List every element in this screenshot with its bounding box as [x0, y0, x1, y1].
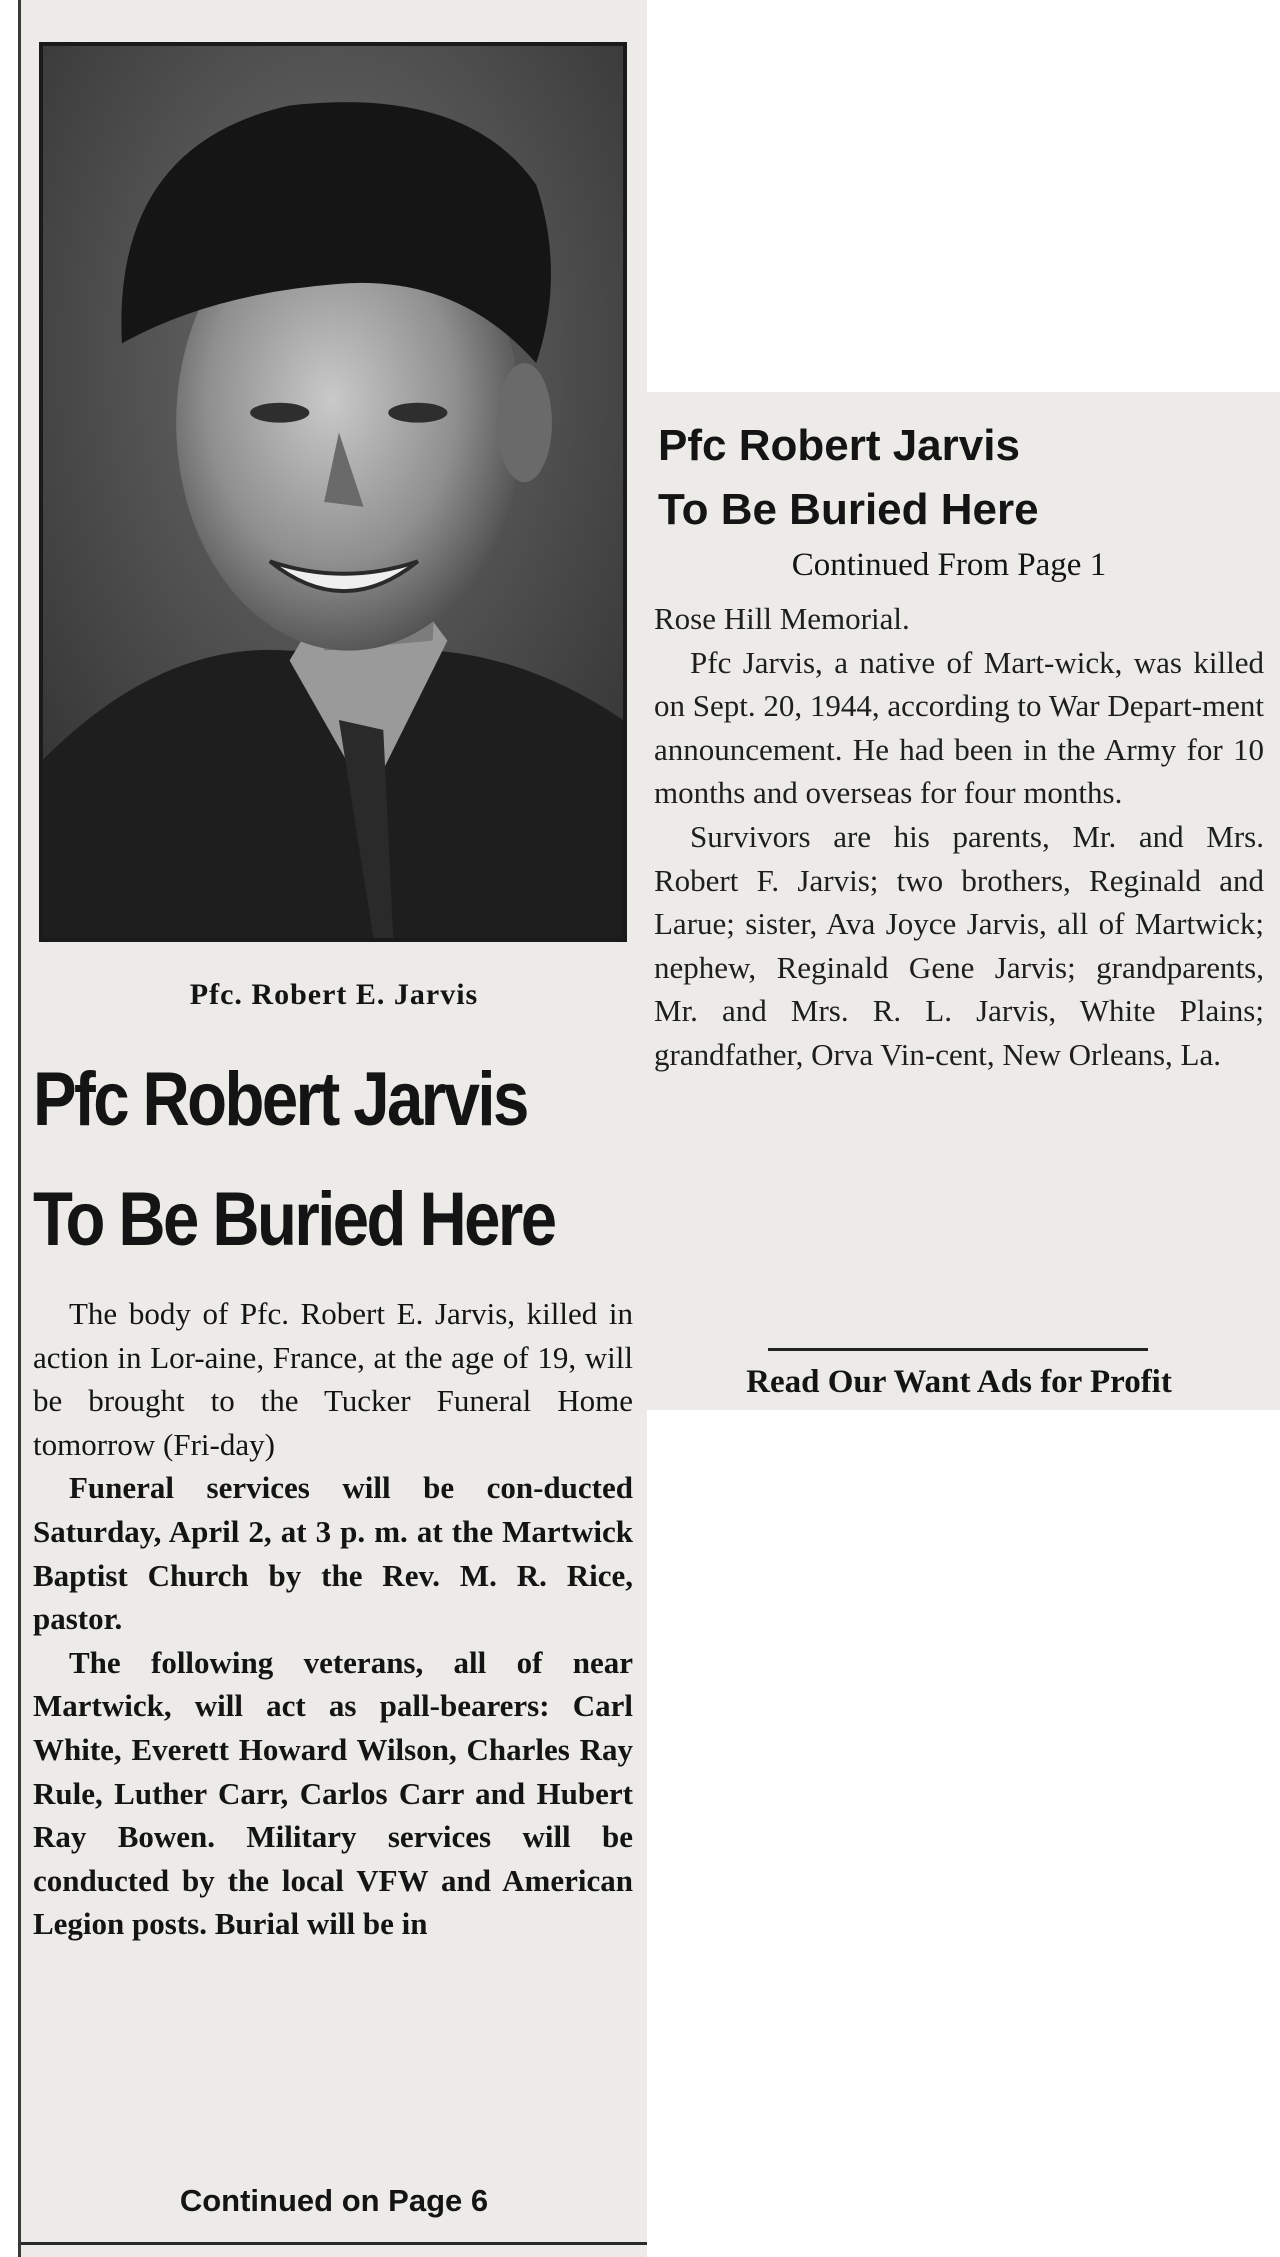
- paragraph: Rose Hill Memorial.: [654, 601, 910, 636]
- photo-caption: Pfc. Robert E. Jarvis: [189, 978, 479, 1011]
- want-ads-line: Read Our Want Ads for Profit: [746, 1364, 1172, 1400]
- portrait-photo: [39, 42, 627, 942]
- bottom-rule: [21, 2242, 647, 2245]
- paragraph: Pfc Jarvis, a native of Mart-wick, was killed on Sept. 20, 1944, according to War Depart-ment announcement. He had been in the Army for 10 months and overseas for four months.: [654, 644, 1264, 811]
- continuation-headline-line-1: Pfc Robert Jarvis: [658, 421, 1020, 470]
- portrait-image: [43, 46, 623, 938]
- headline-line-2: To Be Buried Here: [33, 1177, 555, 1262]
- left-clipping: [18, 0, 647, 2257]
- paragraph: Funeral services will be con-ducted Saturday, April 2, at 3 p. m. at the Martwick Baptist Church by the Rev. M. R. Rice, pastor.: [33, 1470, 633, 1637]
- headline-line-1: Pfc Robert Jarvis: [33, 1057, 527, 1142]
- paragraph: Survivors are his parents, Mr. and Mrs. Robert F. Jarvis; two brothers, Reginald and Larue; sister, Ava Joyce Jarvis, all of Martwick; nephew, Reginald Gene Jarvis; grandparents, Mr. and Mrs. R. L. Jarvis, White Plains; grandfather, Orva Vin-cent, New Orleans, La.: [654, 818, 1264, 1072]
- continued-note: Continued on Page 6: [179, 2183, 489, 2218]
- paragraph: The body of Pfc. Robert E. Jarvis, killed in action in Lor-aine, France, at the age of 19, will be brought to the Tucker Funeral Home tomorrow (Fri-day): [33, 1296, 633, 1462]
- continued-from-note: Continued From Page 1: [791, 547, 1107, 583]
- paragraph: The following veterans, all of near Martwick, will act as pall-bearers: Carl White, Everett Howard Wilson, Charles Ray Rule, Luther Carr, Carlos Carr and Hubert Ray Bowen. Military services will be conducted by the local VFW and American Legion posts. Burial will be in: [33, 1644, 633, 1942]
- continuation-body: [654, 597, 1264, 1077]
- right-clipping: [644, 392, 1280, 1410]
- article-body: [33, 1292, 633, 1946]
- continuation-headline-line-2: To Be Buried Here: [658, 485, 1039, 534]
- divider-rule: [768, 1348, 1148, 1351]
